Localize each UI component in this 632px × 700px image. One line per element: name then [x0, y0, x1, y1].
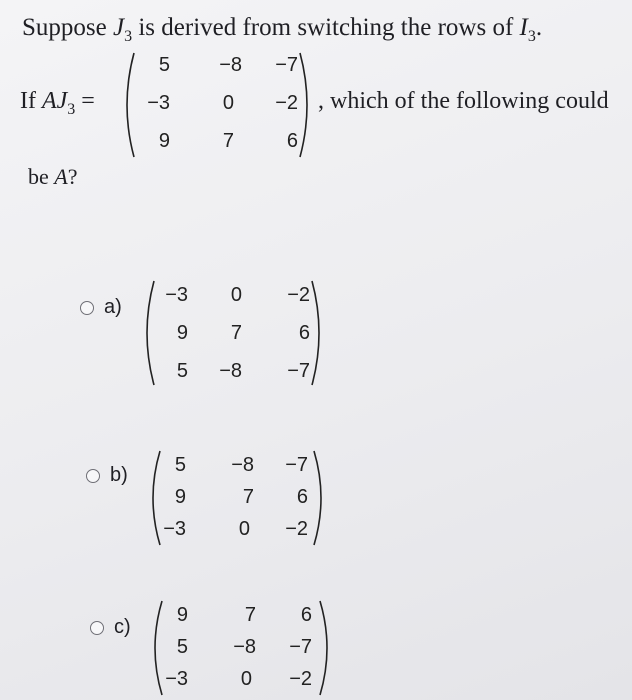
option-b[interactable]: [86, 464, 128, 487]
matrix-cell: 5: [176, 360, 188, 382]
question-middle: is derived from switching the rows of: [138, 14, 514, 41]
matrix-cell: 7: [230, 322, 242, 344]
matrix-cell: 5: [174, 454, 186, 476]
matrix-cell: 9: [176, 322, 188, 344]
be-a-text: [28, 164, 77, 190]
aj-subscript: 3: [67, 101, 76, 118]
a-symbol: A: [54, 164, 68, 189]
matrix-cell: 6: [298, 322, 310, 344]
matrix-cell: −3: [147, 92, 170, 114]
option-c-radio[interactable]: [90, 621, 104, 635]
matrix-cell: 0: [238, 518, 250, 540]
option-b-matrix: [144, 448, 330, 548]
matrix-cell: −7: [275, 54, 298, 76]
matrix-cell: 6: [286, 130, 298, 152]
matrix-cell: 6: [300, 604, 312, 626]
option-b-label: b): [110, 464, 128, 486]
matrix-cell: −7: [287, 360, 310, 382]
option-a-radio[interactable]: [80, 301, 94, 315]
matrix-cell: 0: [222, 92, 234, 114]
matrix-cell: −7: [285, 454, 308, 476]
option-c[interactable]: [90, 616, 131, 639]
matrix-cell: 5: [158, 54, 170, 76]
right-paren: [316, 598, 336, 698]
right-paren: [296, 50, 316, 160]
option-c-matrix: [146, 598, 336, 698]
question-period: .: [535, 14, 543, 41]
matrix-cell: −3: [165, 284, 188, 306]
matrix-cell: 0: [240, 668, 252, 690]
matrix-cell: 5: [176, 636, 188, 658]
equals-sign: =: [81, 88, 95, 114]
matrix-cell: −2: [289, 668, 312, 690]
matrix-cell: 9: [176, 604, 188, 626]
matrix-cell: 0: [230, 284, 242, 306]
j-symbol: J: [112, 14, 125, 41]
right-paren: [310, 448, 330, 548]
given-matrix: [118, 50, 318, 160]
option-a-matrix: [138, 278, 328, 388]
matrix-cell: −8: [219, 360, 242, 382]
matrix-cell: −8: [219, 54, 242, 76]
option-c-label: c): [114, 616, 131, 638]
option-b-radio[interactable]: [86, 469, 100, 483]
matrix-cell: −2: [285, 518, 308, 540]
matrix-cell: −3: [163, 518, 186, 540]
which-text: , which of the following could: [318, 88, 609, 114]
matrix-cell: −7: [289, 636, 312, 658]
question-line1: [22, 14, 542, 46]
matrix-cell: −2: [287, 284, 310, 306]
matrix-cell: 7: [222, 130, 234, 152]
matrix-cell: −8: [231, 454, 254, 476]
option-a[interactable]: [80, 296, 122, 319]
matrix-cell: −2: [275, 92, 298, 114]
matrix-cell: 7: [242, 486, 254, 508]
j-subscript: 3: [124, 28, 133, 45]
if-word: If: [20, 88, 36, 114]
if-expression: [20, 88, 95, 119]
question-mark: ?: [67, 164, 78, 189]
matrix-cell: 6: [296, 486, 308, 508]
right-paren: [308, 278, 328, 388]
i-subscript: 3: [527, 28, 536, 45]
matrix-cell: −8: [233, 636, 256, 658]
question-prefix: Suppose: [22, 14, 107, 41]
matrix-cell: 7: [244, 604, 256, 626]
matrix-cell: 9: [174, 486, 186, 508]
option-a-label: a): [104, 296, 122, 318]
be-word: be: [28, 164, 49, 189]
aj-symbol: AJ: [41, 88, 68, 114]
i-symbol: I: [519, 14, 528, 41]
matrix-cell: −3: [165, 668, 188, 690]
matrix-cell: 9: [158, 130, 170, 152]
